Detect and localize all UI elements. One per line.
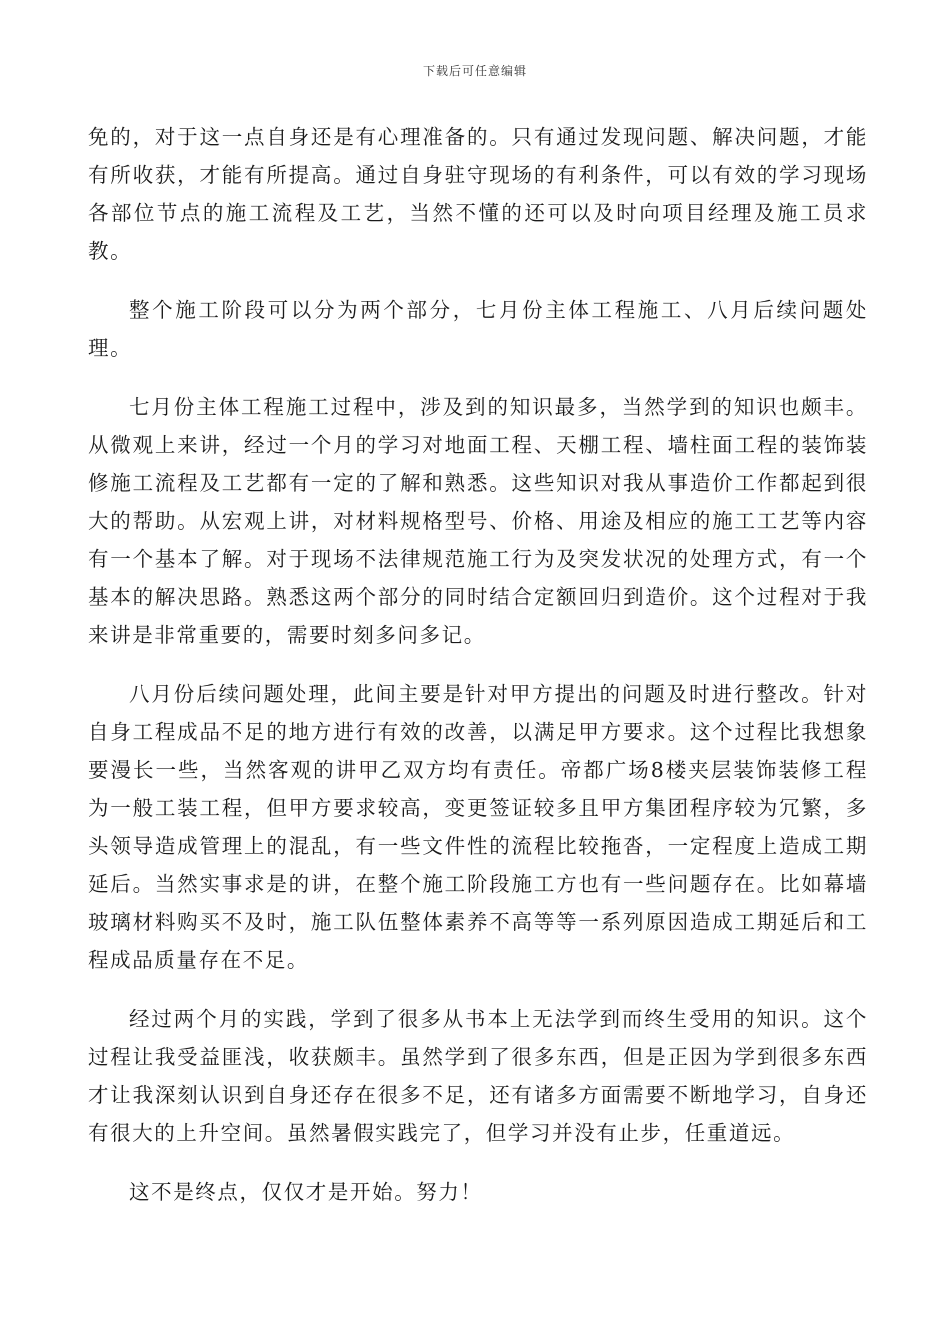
paragraph-2: 整个施工阶段可以分为两个部分，七月份主体工程施工、八月后续问题处理。 xyxy=(88,298,868,360)
document-body xyxy=(88,118,868,1232)
page-header: 下载后可任意编辑 xyxy=(422,64,527,78)
paragraph-3: 七月份主体工程施工过程中，涉及到的知识最多，当然学到的知识也颇丰。从微观上来讲，经过一个月的学习对地面工程、天棚工程、墙柱面工程的装饰装修施工流程及工艺都有一定的了解和熟悉。这些知识对我从事造价工作都起到很大的帮助。从宏观上讲，对材料规格型号、价格、用途及相应的施工工艺等内容有一个基本了解。对于现场不法律规范施工行为及突发状况的处理方式，有一个基本的解决思路。熟悉这两个部分的同时结合定额回归到造价。这个过程对于我来讲是非常重要的，需要时刻多问多记。 xyxy=(88,395,868,647)
paragraph-4: 八月份后续问题处理，此间主要是针对甲方提出的问题及时进行整改。针对自身工程成品不足的地方进行有效的改善，以满足甲方要求。这个过程比我想象要漫长一些，当然客观的讲甲乙双方均有责任。帝都广场8楼夹层装饰装修工程为一般工装工程，但甲方要求较高，变更签证较多且甲方集团程序较为冗繁，多头领导造成管理上的混乱，有一些文件性的流程比较拖沓，一定程度上造成工期延后。当然实事求是的讲，在整个施工阶段施工方也有一些问题存在。比如幕墙玻璃材料购买不及时，施工队伍整体素养不高等等一系列原因造成工期延后和工程成品质量存在不足。 xyxy=(88,682,868,972)
paragraph-1: 免的，对于这一点自身还是有心理准备的。只有通过发现问题、解决问题，才能有所收获，才能有所提高。通过自身驻守现场的有利条件，可以有效的学习现场各部位节点的施工流程及工艺，当然不懂的还可以及时向项目经理及施工员求教。 xyxy=(88,125,868,263)
paragraph-5: 经过两个月的实践，学到了很多从书本上无法学到而终生受用的知识。这个过程让我受益匪浅，收获颇丰。虽然学到了很多东西，但是正因为学到很多东西才让我深刻认识到自身还存在很多不足，还有诸多方面需要不断地学习，自身还有很大的上升空间。虽然暑假实践完了，但学习并没有止步，任重道远。 xyxy=(88,1007,868,1145)
paragraph-6: 这不是终点，仅仅才是开始。努力！ xyxy=(129,1180,483,1204)
